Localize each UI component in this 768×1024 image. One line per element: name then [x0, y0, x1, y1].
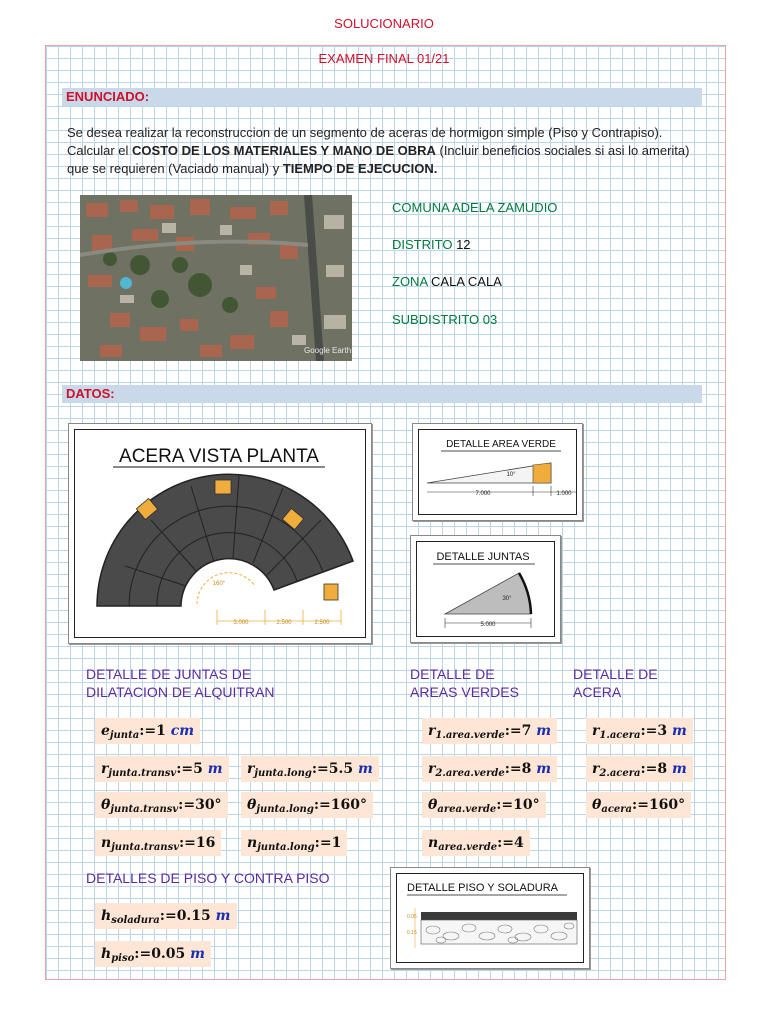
var-theta-acera: $\theta_{acera}:=160^\circ$: [586, 792, 691, 818]
statement-text-2: (Incluir beneficios sociales si asi lo amerita) que se requieren (Vaciado manual) y: [67, 143, 690, 176]
zona-value: CALA CALA: [431, 274, 502, 289]
var-r2-area-verde: $r_{2.area.verde}:=8$ m: [422, 756, 557, 782]
acera-section-heading: DETALLE DE ACERA: [573, 666, 658, 700]
problem-statement: [67, 124, 707, 178]
statement-bold-2: TIEMPO DE EJECUCION.: [282, 161, 438, 176]
statement-bold-1: COSTO DE LOS MATERIALES Y MANO DE OBRA: [132, 143, 436, 158]
enunciado-heading: ENUNCIADO:: [66, 89, 150, 104]
zona-label: ZONA: [392, 274, 428, 289]
subdistrito-label: SUBDISTRITO 03: [392, 312, 498, 327]
comuna-label: COMUNA ADELA ZAMUDIO: [392, 200, 558, 215]
exam-subtitle: EXAMEN FINAL 01/21: [318, 51, 450, 66]
piso-title: DETALLE PISO Y SOLADURA: [407, 882, 559, 894]
area-verde-title: DETALLE AREA VERDE: [446, 439, 556, 450]
juntas-title: DETALLE JUNTAS: [436, 551, 530, 563]
distrito-line: [392, 237, 471, 252]
page-title: SOLUCIONARIO: [334, 16, 434, 31]
piso-dim-2: 0.15: [407, 930, 417, 936]
juntas-section-heading: DETALLE DE JUNTAS DE DILATACION DE ALQUITRAN: [86, 666, 275, 700]
var-theta-area-verde: $\theta_{area.verde}:=10^\circ$: [422, 792, 546, 818]
acera-angle-label: 160°: [212, 581, 226, 587]
distrito-value: 12: [456, 237, 471, 252]
acera-dim-2: 2.500: [276, 620, 292, 626]
piso-dim-1: 0.05: [407, 914, 417, 920]
var-r1-area-verde: $r_{1.area.verde}:=7$ m: [422, 718, 557, 744]
var-h-piso: $h_{piso}:=0.05$ m: [95, 941, 211, 967]
var-r-junta-transv: $r_{junta.transv}:=5$ m: [95, 756, 229, 782]
juntas-dim-1: 5.000: [480, 622, 496, 628]
juntas-figure: [410, 535, 561, 643]
var-r-junta-long: $r_{junta.long}:=5.5$ m: [241, 756, 379, 782]
var-h-soladura: $h_{soladura}:=0.15$ m: [95, 903, 237, 929]
var-theta-junta-transv: $\theta_{junta.transv}:=30^\circ$: [95, 792, 228, 818]
var-n-junta-transv: $n_{junta.transv}:=16$: [95, 830, 221, 856]
datos-bar: [62, 385, 702, 403]
google-earth-watermark: Google Earth: [304, 346, 352, 355]
area-verde-dim-1: 7.000: [475, 491, 491, 497]
piso-section-heading: DETALLES DE PISO Y CONTRA PISO: [86, 870, 330, 886]
piso-figure: [390, 867, 590, 969]
juntas-angle: 30°: [502, 596, 512, 602]
areas-verdes-section-heading: DETALLE DE AREAS VERDES: [410, 666, 519, 700]
acera-plan-title: ACERA VISTA PLANTA: [119, 446, 319, 467]
datos-heading: DATOS:: [66, 386, 115, 401]
var-r1-acera: $r_{1.acera}:=3$ m: [586, 718, 693, 744]
var-n-area-verde: $n_{area.verde}:=4$: [422, 830, 530, 856]
area-verde-angle: 10°: [506, 472, 516, 478]
zona-line: [392, 274, 502, 289]
var-theta-junta-long: $\theta_{junta.long}:=160^\circ$: [241, 792, 373, 818]
var-e-junta: $e_{junta}:=1$ cm: [95, 718, 200, 744]
enunciado-bar: [62, 88, 702, 106]
distrito-label: DISTRITO: [392, 237, 453, 252]
acera-dim-1: 3.000: [233, 620, 249, 626]
acera-dim-3: 2.500: [314, 620, 330, 626]
satellite-photo: [80, 195, 352, 361]
area-verde-figure: [412, 423, 583, 521]
var-n-junta-long: $n_{junta.long}:=1$: [241, 830, 347, 856]
statement-text-1: Se desea realizar la reconstruccion de un segmento de aceras de hormigon simple (Piso y Contrapiso). Calcular el: [67, 125, 663, 158]
var-r2-acera: $r_{2.acera}:=8$ m: [586, 756, 693, 782]
acera-plan-figure: [68, 423, 372, 644]
area-verde-dim-2: 1.000: [556, 491, 572, 497]
